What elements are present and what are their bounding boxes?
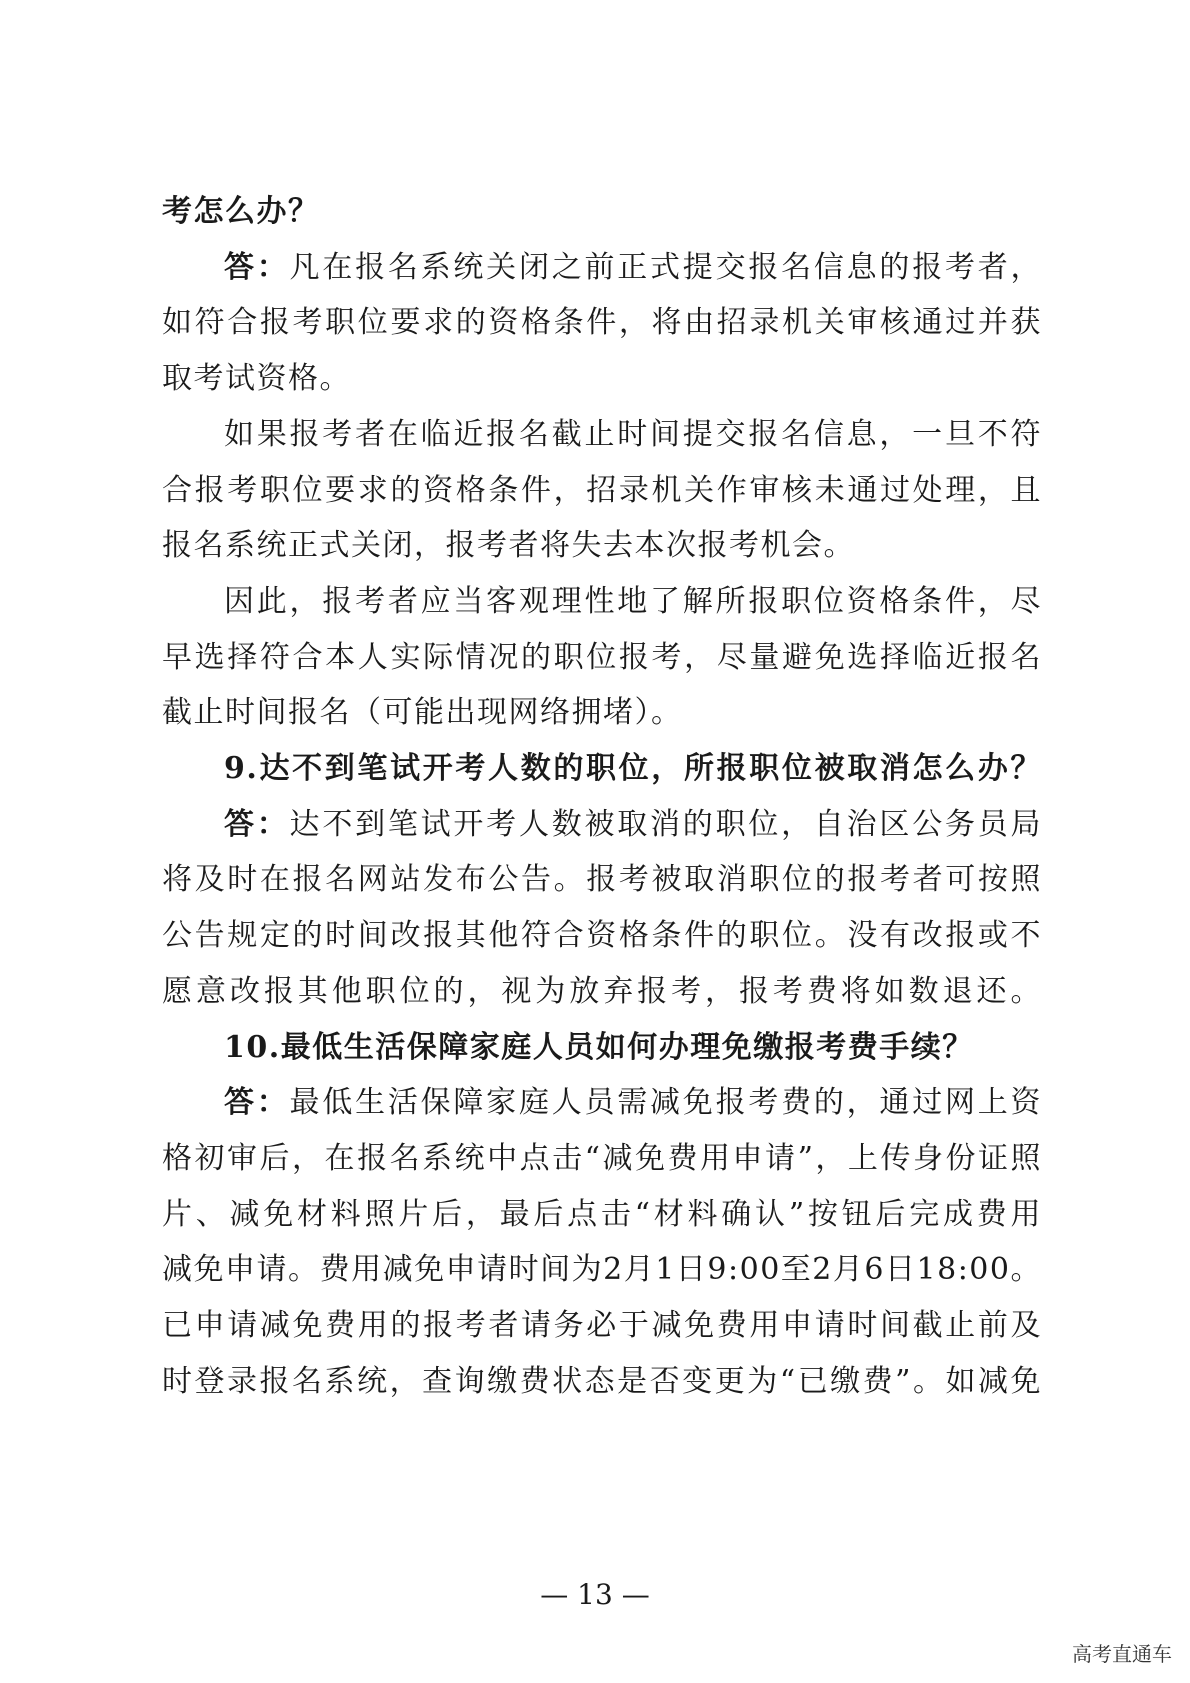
- text-line: [224, 1081, 1042, 1125]
- text-run: 片、减免材料照片后，最后点击“材料确认”按钮后完成费用: [162, 1196, 1042, 1232]
- text-line: [162, 1193, 1042, 1237]
- text-line: [162, 301, 1042, 345]
- text-line: [224, 1026, 1042, 1070]
- text-run: 如符合报考职位要求的资格条件，将由招录机关审核通过并获: [162, 305, 1042, 341]
- text-line: [162, 1248, 1042, 1292]
- text-run: 愿意改报其他职位的，视为放弃报考，报考费将如数退还。: [162, 973, 1042, 1009]
- text-run: 合报考职位要求的资格条件，招录机关作审核未通过处理，且: [162, 472, 1042, 508]
- text-run: 凡在报名系统关闭之前正式提交报名信息的报考者，: [289, 249, 1043, 285]
- text-line: [224, 413, 1042, 457]
- bold-text-run: 答：: [224, 806, 290, 842]
- text-run: 因此，报考者应当客观理性地了解所报职位资格条件，尽: [224, 583, 1042, 619]
- text-run: 将及时在报名网站发布公告。报考被取消职位的报考者可按照: [162, 862, 1042, 898]
- text-line: [162, 190, 1042, 234]
- bold-text-run: 考怎么办？: [162, 194, 320, 229]
- text-run: 早选择符合本人实际情况的职位报考，尽量避免选择临近报名: [162, 639, 1042, 675]
- text-run: 格初审后，在报名系统中点击“减免费用申请”，上传身份证照: [162, 1140, 1042, 1176]
- text-run: 最低生活保障家庭人员需减免报考费的，通过网上资: [289, 1085, 1043, 1121]
- text-line: [162, 524, 1042, 568]
- text-line: [224, 246, 1042, 290]
- text-line: [162, 691, 1042, 735]
- text-line: [162, 636, 1042, 680]
- text-line: [162, 357, 1042, 401]
- bold-text-run: 10.最低生活保障家庭人员如何办理免缴报考费手续？: [224, 1029, 974, 1065]
- text-line: [162, 970, 1042, 1014]
- bold-text-run: 答：: [224, 249, 290, 285]
- bold-text-run: 答：: [224, 1085, 290, 1121]
- text-run: 如果报考者在临近报名截止时间提交报名信息，一旦不符: [224, 416, 1042, 452]
- text-line: [162, 1360, 1042, 1404]
- page-number: — 13 —: [540, 1578, 650, 1611]
- text-line: [224, 747, 1042, 791]
- text-run: 报名系统正式关闭，报考者将失去本次报考机会。: [162, 528, 855, 564]
- text-line: [224, 580, 1042, 624]
- text-line: [162, 914, 1042, 958]
- text-run: 时登录报名系统，查询缴费状态是否变更为“已缴费”。如减免: [162, 1363, 1042, 1399]
- text-line: [162, 858, 1042, 902]
- bold-text-run: 9.达不到笔试开考人数的职位，所报职位被取消怎么办？: [224, 751, 1042, 786]
- text-line: [224, 803, 1042, 847]
- text-run: 减免申请。费用减免申请时间为2月1日9:00至2月6日18:00。: [162, 1252, 1042, 1288]
- text-line: [162, 469, 1042, 513]
- text-run: 取考试资格。: [162, 361, 351, 397]
- text-run: 达不到笔试开考人数被取消的职位，自治区公务员局: [289, 806, 1043, 842]
- text-line: [162, 1137, 1042, 1181]
- watermark: 高考直通车: [1072, 1642, 1172, 1666]
- text-line: [162, 1304, 1042, 1348]
- text-run: 公告规定的时间改报其他符合资格条件的职位。没有改报或不: [162, 918, 1042, 954]
- text-run: 截止时间报名（可能出现网络拥堵）。: [162, 695, 683, 731]
- text-run: 已申请减免费用的报考者请务必于减免费用申请时间截止前及: [162, 1308, 1042, 1343]
